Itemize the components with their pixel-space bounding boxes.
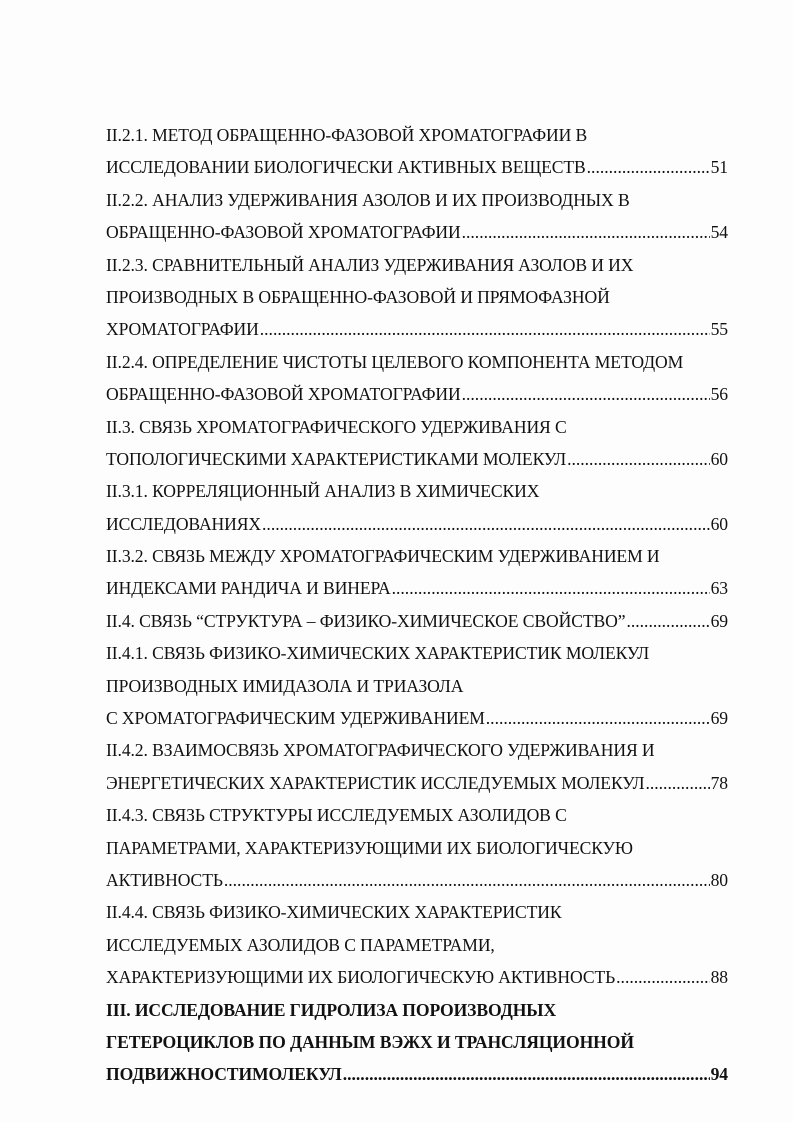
toc-entry xyxy=(106,411,728,476)
toc-entry-text: ПАРАМЕТРАМИ, ХАРАКТЕРИЗУЮЩИМИ ИХ БИОЛОГИЧЕСКУЮ xyxy=(106,837,633,858)
toc-entry xyxy=(106,540,728,605)
toc-entry-text: ПОДВИЖНОСТИМОЛЕКУЛ xyxy=(106,1064,342,1085)
toc-dot-leader xyxy=(486,702,710,734)
table-of-contents xyxy=(106,119,728,1091)
toc-entry-line xyxy=(106,637,728,669)
toc-entry-text: ГЕТЕРОЦИКЛОВ ПО ДАННЫМ ВЭЖХ И ТРАНСЛЯЦИОННОЙ xyxy=(106,1031,634,1052)
toc-dot-leader xyxy=(462,378,710,410)
toc-entry-line xyxy=(106,508,728,540)
toc-entry-line xyxy=(106,184,728,216)
toc-entry-text: ЭНЕРГЕТИЧЕСКИХ ХАРАКТЕРИСТИК ИССЛЕДУЕМЫХ МОЛЕКУЛ xyxy=(106,772,645,793)
toc-entry-line xyxy=(106,734,728,766)
toc-entry-line xyxy=(106,994,728,1026)
toc-entry-line xyxy=(106,929,728,961)
toc-entry-text: С ХРОМАТОГРАФИЧЕСКИМ УДЕРЖИВАНИЕМ xyxy=(106,708,485,729)
toc-entry-line xyxy=(106,313,728,345)
toc-entry-text: II.3. СВЯЗЬ ХРОМАТОГРАФИЧЕСКОГО УДЕРЖИВАНИЯ С xyxy=(106,416,567,437)
toc-page-number: 51 xyxy=(710,157,728,178)
toc-page-number: 69 xyxy=(710,708,728,729)
toc-dot-leader xyxy=(392,572,710,604)
toc-entry-line xyxy=(106,281,728,313)
toc-entry-text: II.4.4. СВЯЗЬ ФИЗИКО-ХИМИЧЕСКИХ ХАРАКТЕРИСТИК xyxy=(106,902,562,923)
toc-entry xyxy=(106,896,728,993)
toc-dot-leader xyxy=(260,313,710,345)
toc-entry-text: ПРОИЗВОДНЫХ В ОБРАЩЕННО-ФАЗОВОЙ И ПРЯМОФАЗНОЙ xyxy=(106,286,610,307)
toc-entry-text: ИССЛЕДУЕМЫХ АЗОЛИДОВ С ПАРАМЕТРАМИ, xyxy=(106,934,495,955)
toc-entry xyxy=(106,346,728,411)
toc-entry-line xyxy=(106,411,728,443)
toc-entry-line xyxy=(106,378,728,410)
toc-entry-text: ПРОИЗВОДНЫХ ИМИДАЗОЛА И ТРИАЗОЛА xyxy=(106,675,464,696)
toc-entry-text: ОБРАЩЕННО-ФАЗОВОЙ ХРОМАТОГРАФИИ xyxy=(106,384,461,405)
toc-dot-leader xyxy=(262,508,710,540)
toc-entry-line xyxy=(106,670,728,702)
toc-entry-text: II.4.2. ВЗАИМОСВЯЗЬ ХРОМАТОГРАФИЧЕСКОГО УДЕРЖИВАНИЯ И xyxy=(106,740,655,761)
toc-entry-text: III. ИССЛЕДОВАНИЕ ГИДРОЛИЗА ПОРОИЗВОДНЫХ xyxy=(106,999,557,1020)
toc-dot-leader xyxy=(645,767,709,799)
toc-entry-line xyxy=(106,896,728,928)
toc-dot-leader xyxy=(626,605,709,637)
toc-entry-line xyxy=(106,702,728,734)
toc-entry-line xyxy=(106,767,728,799)
toc-page-number: 54 xyxy=(710,222,728,243)
toc-page-number: 55 xyxy=(710,319,728,340)
toc-dot-leader xyxy=(567,443,710,475)
toc-page-number: 78 xyxy=(710,772,728,793)
toc-page-number: 88 xyxy=(710,967,728,988)
toc-entry-line xyxy=(106,1058,728,1090)
toc-entry-text: ИНДЕКСАМИ РАНДИЧА И ВИНЕРА xyxy=(106,578,391,599)
toc-entry-line xyxy=(106,961,728,993)
toc-page-number: 94 xyxy=(710,1064,728,1085)
toc-entry xyxy=(106,119,728,184)
toc-entry xyxy=(106,249,728,346)
toc-entry-text: II.2.1. МЕТОД ОБРАЩЕННО-ФАЗОВОЙ ХРОМАТОГРАФИИ В xyxy=(106,125,588,145)
toc-page-number: 80 xyxy=(710,869,728,890)
toc-dot-leader xyxy=(343,1058,710,1090)
toc-entry-text: ИССЛЕДОВАНИЯХ xyxy=(106,513,262,534)
toc-entry xyxy=(106,994,728,1091)
toc-entry xyxy=(106,475,728,540)
toc-entry xyxy=(106,637,728,734)
toc-entry-text: II.4.1. СВЯЗЬ ФИЗИКО-ХИМИЧЕСКИХ ХАРАКТЕРИСТИК МОЛЕКУЛ xyxy=(106,643,650,664)
toc-entry-text: II.4. СВЯЗЬ “СТРУКТУРА – ФИЗИКО-ХИМИЧЕСКОЕ СВОЙСТВО” xyxy=(106,610,626,631)
toc-page-number: 60 xyxy=(710,513,728,534)
toc-entry-line xyxy=(106,249,728,281)
toc-page-number: 56 xyxy=(710,384,728,405)
toc-entry-text: II.2.3. СРАВНИТЕЛЬНЫЙ АНАЛИЗ УДЕРЖИВАНИЯ АЗОЛОВ И ИХ xyxy=(106,254,634,275)
toc-entry-text: ОБРАЩЕННО-ФАЗОВОЙ ХРОМАТОГРАФИИ xyxy=(106,222,461,243)
toc-entry-line xyxy=(106,540,728,572)
toc-entry-text: ТОПОЛОГИЧЕСКИМИ ХАРАКТЕРИСТИКАМИ МОЛЕКУЛ xyxy=(106,448,567,469)
toc-entry-line xyxy=(106,799,728,831)
toc-entry-line xyxy=(106,475,728,507)
toc-entry-text: II.4.3. СВЯЗЬ СТРУКТУРЫ ИССЛЕДУЕМЫХ АЗОЛИДОВ С xyxy=(106,805,567,826)
toc-entry xyxy=(106,799,728,896)
toc-page-number: 63 xyxy=(710,578,728,599)
toc-entry-text: II.2.4. ОПРЕДЕЛЕНИЕ ЧИСТОТЫ ЦЕЛЕВОГО КОМПОНЕНТА МЕТОДОМ xyxy=(106,351,684,372)
toc-entry-line xyxy=(106,864,728,896)
toc-entry-line xyxy=(106,119,728,151)
toc-dot-leader xyxy=(224,864,710,896)
toc-entry-line xyxy=(106,151,728,183)
toc-entry-text: ХАРАКТЕРИЗУЮЩИМИ ИХ БИОЛОГИЧЕСКУЮ АКТИВНОСТЬ xyxy=(106,967,616,988)
toc-entry-line xyxy=(106,832,728,864)
toc-entry-text: II.2.2. АНАЛИЗ УДЕРЖИВАНИЯ АЗОЛОВ И ИХ ПРОИЗВОДНЫХ В xyxy=(106,189,630,210)
toc-entry xyxy=(106,605,728,637)
toc-entry xyxy=(106,734,728,799)
toc-entry-line xyxy=(106,346,728,378)
toc-entry-text: II.3.1. КОРРЕЛЯЦИОННЫЙ АНАЛИЗ В ХИМИЧЕСКИХ xyxy=(106,481,540,502)
toc-page-number: 60 xyxy=(710,448,728,469)
toc-entry-line xyxy=(106,572,728,604)
toc-dot-leader xyxy=(616,961,709,993)
toc-entry xyxy=(106,184,728,249)
toc-entry-text: ХРОМАТОГРАФИИ xyxy=(106,319,259,340)
toc-dot-leader xyxy=(587,151,710,183)
toc-entry-line xyxy=(106,216,728,248)
toc-page-number: 69 xyxy=(710,610,728,631)
toc-entry-text: АКТИВНОСТЬ xyxy=(106,869,223,890)
toc-entry-line xyxy=(106,605,728,637)
toc-entry-line xyxy=(106,1026,728,1058)
toc-entry-line xyxy=(106,443,728,475)
toc-entry-text: ИССЛЕДОВАНИИ БИОЛОГИЧЕСКИ АКТИВНЫХ ВЕЩЕСТВ xyxy=(106,157,586,178)
toc-dot-leader xyxy=(462,216,710,248)
toc-entry-text: II.3.2. СВЯЗЬ МЕЖДУ ХРОМАТОГРАФИЧЕСКИМ УДЕРЖИВАНИЕМ И xyxy=(106,546,660,567)
